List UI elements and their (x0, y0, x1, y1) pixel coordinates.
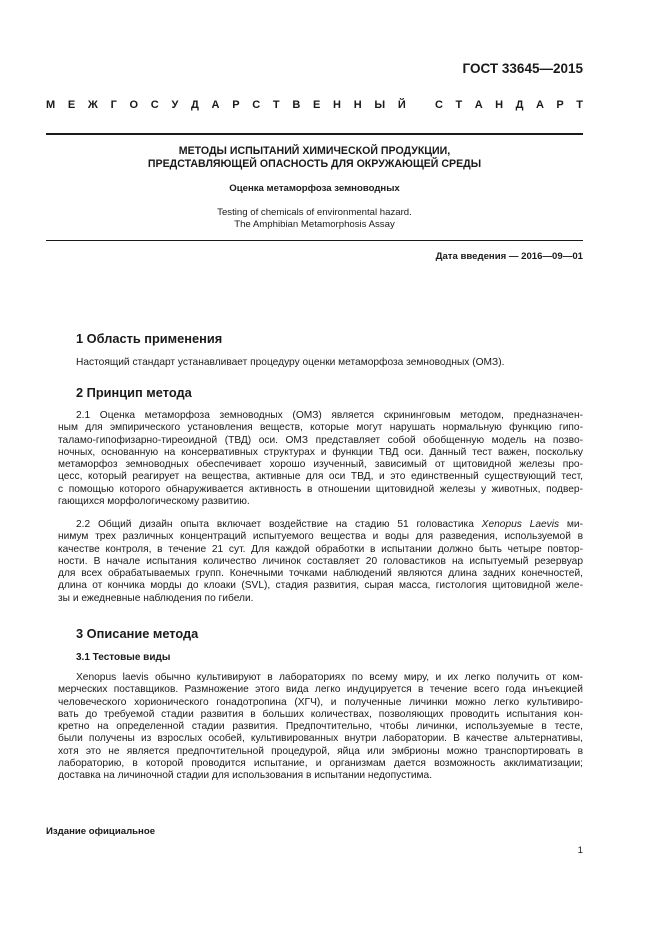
banner-letter: О (129, 99, 139, 111)
paragraph-line: кретно на определенной стадии развития. Предпочтительно, чтобы личинки, используемые в тесте, (58, 721, 583, 733)
banner-letter: Н (495, 99, 504, 111)
banner-letter: Р (556, 99, 564, 111)
paragraph-line: для всех обрабатываемых групп. Конечными точками наблюдений являются длина задних конечностей, (58, 568, 583, 580)
paragraph-lines (58, 531, 583, 605)
banner-letter: С (150, 99, 159, 111)
banner-letter: А (474, 99, 483, 111)
paragraph-line: ности. В начале испытания количество личинок составляет 20 головастиков на испытуемый резервуар (58, 555, 583, 567)
title-divider (46, 240, 583, 241)
banner-letter: Т (576, 99, 583, 111)
paragraph-line: лабораторию, в которой проводится испытание, и организмам дается возможность акклиматизации; (58, 758, 583, 770)
paragraph-line: гающихся морфологическому развитию. (58, 496, 250, 508)
official-edition-label: Издание официальное (46, 826, 156, 837)
paragraph-line: человеческого хорионического гонадотропина (ХГЧ), и полученные личинки можно легко культивиро- (58, 696, 583, 708)
paragraph-line: 2.1 Оценка метаморфоза земноводных (ОМЗ) является скрининговым методом, предназначен- (76, 410, 583, 421)
title-line: ПРЕДСТАВЛЯЮЩЕЙ ОПАСНОСТЬ ДЛЯ ОКРУЖАЮЩЕЙ СРЕДЫ (147, 158, 482, 170)
page-number: 1 (577, 845, 583, 856)
document-title (46, 145, 583, 171)
section-heading: 2 Принцип метода (76, 385, 192, 400)
paragraph-line: таламо-гипофизарно-тиреоидной (ТВД) оси. ОМЗ представляет собой обобщенную модель на позво- (58, 434, 583, 446)
paragraph-line: Xenopus laevis обычно культивируют в лабораториях по всему миру, и их легко получить от ком- (76, 672, 583, 683)
banner-letter: С (435, 99, 443, 111)
banner-letter: Д (191, 99, 199, 111)
paragraph-line: нимум трех различных концентраций испытуемого вещества и воды для разведения, используемой в (58, 531, 583, 543)
section-heading: 1 Область применения (76, 331, 223, 346)
banner-letter: Ж (87, 99, 98, 111)
paragraph-line: хотя это не является предпочтительной процедурой, яйца или эмбрионы можно транспортировать в (58, 745, 583, 757)
paragraph-line: мерческих поставщиков. Размножение этого вида легко индуцируется в течение всего года инъекцией (58, 684, 583, 696)
paragraph-2-2 (58, 519, 583, 605)
banner-letter: Д (515, 99, 524, 111)
paragraph-line: ным для эмпирического установления веществ, которые могут нарушать нормальную функцию гипо- (58, 422, 583, 434)
interstate-word (46, 99, 406, 111)
banner-letter: Р (232, 99, 240, 111)
banner-letter: А (211, 99, 220, 111)
paragraph-line: с помощью которого обнаруживается активность в отношении щитовидной железы у животных, подвер- (58, 483, 583, 495)
title-line: МЕТОДЫ ИСПЫТАНИЙ ХИМИЧЕСКОЙ ПРОДУКЦИИ, (178, 145, 451, 157)
paragraph-line: ночных, основанную на консервативных структурах и функции ТВД оси. Данный тест важен, поскольку (58, 446, 583, 458)
section-heading: 3 Описание метода (76, 626, 199, 641)
species-name: Xenopus Laevis (481, 519, 560, 530)
paragraph-line: качестве контроля, в течение 21 сут. Для каждой обработки в испытании должно быть четыре повтор- (58, 543, 583, 555)
banner-letter: Т (455, 99, 463, 111)
banner-letter: Е (67, 99, 76, 111)
paragraph-line: 2.2 Общий дизайн опыта включает воздействие на стадию 51 головастика Xenopus Laevis ми- (76, 519, 584, 530)
document-subtitle: Оценка метаморфоза земноводных (229, 183, 400, 194)
banner-letter: А (535, 99, 544, 111)
section-text: Настоящий стандарт устанавливает процедуру оценки метаморфоза земноводных (ОМЗ). (76, 357, 505, 368)
english-title-line: The Amphibian Metamorphosis Assay (234, 218, 395, 230)
english-title (46, 207, 583, 230)
banner-letter: С (252, 99, 261, 111)
standard-word (435, 99, 583, 111)
banner-letter: В (292, 99, 301, 111)
interstate-standard-banner (46, 99, 583, 111)
banner-letter: У (171, 99, 179, 111)
gost-code: ГОСТ 33645—2015 (462, 61, 583, 76)
banner-letter: М (46, 99, 56, 111)
paragraph-line: зы и ежедневные наблюдения по гибели. (58, 592, 254, 604)
banner-letter: Г (110, 99, 117, 111)
banner-letter: Н (353, 99, 362, 111)
paragraph-3-1 (58, 672, 583, 783)
paragraph-line: цесс, который реагирует на вещества, активные для оси ТВД, и это единственный существующий тест, (58, 471, 583, 483)
paragraph-line: длина от кончика морды до клоаки (SVL), стадия развития, сырая масса, гистология щитовидной желе- (58, 580, 583, 592)
banner-letter: Ы (374, 99, 386, 111)
english-title-line: Testing of chemicals of environmental hazard. (217, 207, 412, 218)
banner-letter: Т (272, 99, 280, 111)
header-divider (46, 133, 583, 135)
paragraph-line: были получены из взрослых особей, культивированных внутри лаборатории. В качестве альтернативы, (58, 733, 583, 745)
banner-letter: Н (333, 99, 341, 111)
subsection-heading: 3.1 Тестовые виды (76, 652, 171, 663)
paragraph-line: вать до требуемой стадии развития в больших количествах, позволяющих проводить испытания кон- (58, 708, 583, 720)
banner-letter: Е (313, 99, 321, 111)
paragraph-line: доставка на личиночной стадии для использования в испытании недопустима. (58, 770, 433, 782)
paragraph-2-1 (58, 410, 583, 508)
paragraph-line: метаморфоз земноводных обеспечивает хорошо изученный, зависимый от щитовидной железы про- (58, 459, 583, 471)
introduction-date: Дата введения — 2016—09—01 (435, 251, 583, 262)
banner-letter: Й (397, 99, 406, 111)
